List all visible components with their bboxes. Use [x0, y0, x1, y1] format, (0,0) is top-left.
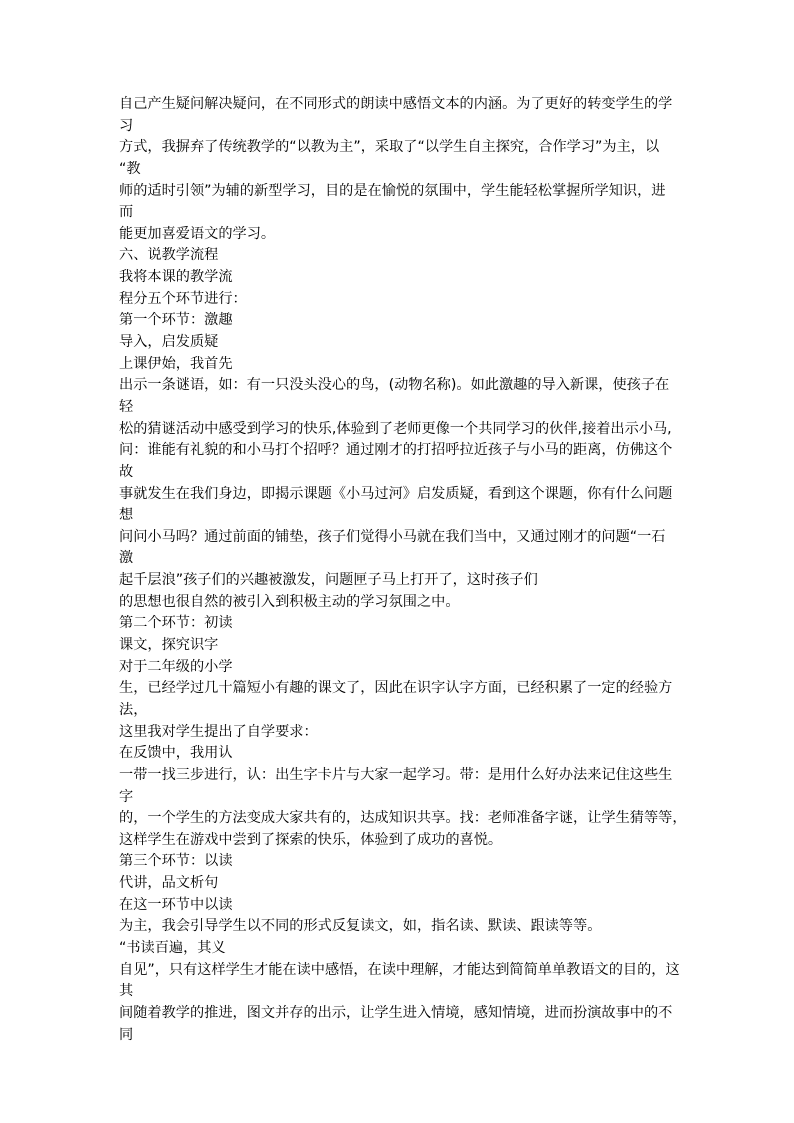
text-line: 在反馈中，我用认 — [119, 745, 233, 762]
text-line: 这里我对学生提出了自学要求： — [119, 723, 318, 740]
text-line: 间随着教学的推进，图文并存的出示，让学生进入情境，感知情境，进而扮演故事中的不 — [119, 1004, 673, 1021]
text-line: 导入，启发质疑 — [119, 334, 219, 351]
text-line: 问问小马吗？通过前面的铺垫，孩子们觉得小马就在我们当中，又通过刚才的问题“一石 — [119, 528, 666, 545]
body-text — [119, 94, 687, 1046]
text-line: 而 — [119, 204, 134, 221]
text-line: 自己产生疑问解决疑问，在不同形式的朗读中感悟文本的内涵。为了更好的转变学生的学 — [119, 96, 673, 112]
text-line: 课文，探究识字 — [119, 637, 219, 654]
text-line: 激 — [119, 550, 134, 567]
text-line: 这样学生在游戏中尝到了探索的快乐，体验到了成功的喜悦。 — [119, 831, 503, 848]
text-line: 方式，我摒弃了传统教学的“以教为主”，采取了“以学生自主探究，合作学习”为主，以 — [119, 139, 660, 156]
text-line: 生，已经学过几十篇短小有趣的课文了，因此在识字认字方面，已经积累了一定的经验方 — [119, 680, 673, 697]
text-line: 想 — [119, 507, 134, 524]
text-line: “书读百遍，其义 — [119, 939, 226, 956]
text-line: 法， — [119, 701, 148, 718]
text-line: 松的猜谜活动中感受到学习的快乐,体验到了老师更像一个共同学习的伙伴,接着出示小马, — [119, 420, 672, 437]
text-line: 能更加喜爱语文的学习。 — [119, 225, 276, 242]
text-line: 为主，我会引导学生以不同的形式反复读文，如，指名读、默读、跟读等等。 — [119, 918, 602, 935]
text-line: 自见”，只有这样学生才能在读中感悟，在读中理解，才能达到简简单单教语文的目的，这 — [119, 961, 680, 978]
text-line: 的思想也很自然的被引入到积极主动的学习氛围之中。 — [119, 593, 460, 610]
text-line: 出示一条谜语，如：有一只没头没心的鸟，(动物名称)。如此激趣的导入新课，使孩子在 — [119, 377, 670, 394]
text-line: 一带一找三步进行，认：出生字卡片与大家一起学习。带：是用什么好办法来记住这些生 — [119, 766, 673, 783]
step-heading: 第三个环节：以读 — [119, 853, 233, 870]
text-line: 在这一环节中以读 — [119, 896, 233, 913]
step-heading: 第一个环节：激趣 — [119, 312, 233, 329]
text-line: 轻 — [119, 398, 134, 415]
text-line: “教 — [119, 160, 141, 177]
text-line: 的，一个学生的方法变成大家共有的，达成知识共享。找：老师准备字谜，让学生猜等等， — [119, 810, 687, 827]
text-line: 事就发生在我们身边，即揭示课题《小马过河》启发质疑，看到这个课题，你有什么问题 — [119, 485, 673, 502]
text-line: 对于二年级的小学 — [119, 658, 233, 675]
text-line: 上课伊始，我首先 — [119, 355, 233, 372]
text-line: 问：谁能有礼貌的和小马打个招呼？通过刚才的打招呼拉近孩子与小马的距离，仿佛这个 — [119, 442, 673, 459]
text-line: 代讲，品文析句 — [119, 875, 219, 892]
text-line: 其 — [119, 983, 134, 1000]
text-line: 起千层浪”孩子们的兴趣被激发，问题匣子马上打开了，这时孩子们 — [119, 572, 538, 589]
text-line: 师的适时引领”为辅的新型学习，目的是在愉悦的氛围中，学生能轻松掌握所学知识，进 — [119, 182, 666, 199]
text-line: 同 — [119, 1026, 134, 1043]
text-line: 程分五个环节进行： — [119, 290, 247, 307]
step-heading: 第二个环节：初读 — [119, 615, 233, 632]
text-line: 我将本课的教学流 — [119, 269, 233, 286]
text-line: 字 — [119, 788, 134, 805]
text-line: 故 — [119, 463, 134, 480]
section-heading: 六、说教学流程 — [119, 247, 219, 264]
text-line: 习 — [119, 117, 134, 134]
